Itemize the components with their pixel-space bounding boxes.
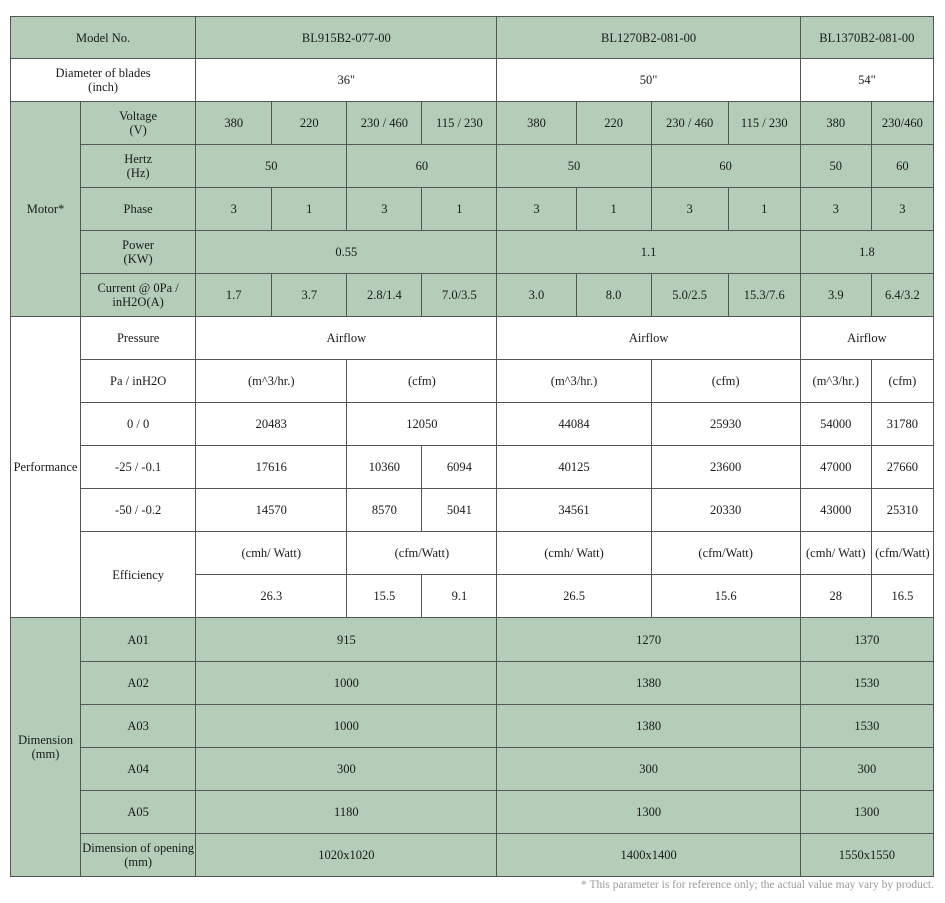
voltage-value: 220: [272, 102, 347, 145]
dimension-row-label: A02: [81, 662, 196, 705]
dimension-row: [11, 791, 934, 834]
voltage-value: 230 / 460: [651, 102, 728, 145]
dimension-value: 1530: [800, 662, 933, 705]
voltage-value: 230 / 460: [347, 102, 422, 145]
voltage-value: 380: [800, 102, 871, 145]
diameter-value: 54": [800, 59, 933, 102]
phase-value: 1: [576, 188, 651, 231]
hertz-value: 60: [871, 145, 933, 188]
dimension-row: [11, 618, 934, 662]
current-value: 15.3/7.6: [728, 274, 800, 317]
dimension-value: 300: [196, 748, 497, 791]
power-value: 1.8: [800, 231, 933, 274]
phase-row: [11, 188, 934, 231]
pressure-value: -50 / -0.2: [81, 489, 196, 532]
airflow-value: 43000: [800, 489, 871, 532]
current-value: 5.0/2.5: [651, 274, 728, 317]
airflow-header-row: [11, 317, 934, 360]
diameter-value: 50": [497, 59, 800, 102]
phase-value: 3: [871, 188, 933, 231]
model-3: BL1370B2-081-00: [800, 17, 933, 59]
dimension-value: 1180: [196, 791, 497, 834]
hertz-value: 50: [196, 145, 347, 188]
performance-label: Performance: [11, 317, 81, 618]
efficiency-unit: (cmh/ Watt): [497, 532, 651, 575]
current-value: 7.0/3.5: [422, 274, 497, 317]
efficiency-units-row: [11, 532, 934, 575]
voltage-value: 230/460: [871, 102, 933, 145]
dimension-value: 1380: [497, 662, 800, 705]
airflow-value: 54000: [800, 403, 871, 446]
diameter-row: [11, 59, 934, 102]
voltage-value: 220: [576, 102, 651, 145]
pressure-value: 0 / 0: [81, 403, 196, 446]
dimension-value: 1270: [497, 618, 800, 662]
efficiency-value: 28: [800, 575, 871, 618]
hertz-value: 60: [651, 145, 800, 188]
airflow-unit: (m^3/hr.): [196, 360, 347, 403]
current-value: 3.0: [497, 274, 576, 317]
airflow-value: 5041: [422, 489, 497, 532]
model-label: Model No.: [11, 17, 196, 59]
dimension-row-label: A05: [81, 791, 196, 834]
phase-value: 1: [728, 188, 800, 231]
dimension-value: 1530: [800, 705, 933, 748]
efficiency-value: 26.5: [497, 575, 651, 618]
dimension-row: [11, 662, 934, 705]
airflow-units-row: [11, 360, 934, 403]
current-value: 3.9: [800, 274, 871, 317]
spec-table: [10, 16, 934, 877]
airflow-value: 17616: [196, 446, 347, 489]
airflow-value: 47000: [800, 446, 871, 489]
airflow-value: 27660: [871, 446, 933, 489]
efficiency-unit: (cfm/Watt): [871, 532, 933, 575]
airflow-unit: (m^3/hr.): [800, 360, 871, 403]
dimension-value: 1000: [196, 662, 497, 705]
dimension-value: 300: [497, 748, 800, 791]
hertz-row: [11, 145, 934, 188]
phase-value: 3: [497, 188, 576, 231]
current-value: 8.0: [576, 274, 651, 317]
pressure-row: [11, 403, 934, 446]
footnote: * This parameter is for reference only; the actual value may vary by product.: [581, 879, 934, 891]
current-value: 1.7: [196, 274, 272, 317]
current-value: 3.7: [272, 274, 347, 317]
airflow-value: 10360: [347, 446, 422, 489]
pressure-unit-label: Pa / inH2O: [81, 360, 196, 403]
efficiency-value: 9.1: [422, 575, 497, 618]
airflow-unit: (cfm): [347, 360, 497, 403]
airflow-unit: (cfm): [871, 360, 933, 403]
diameter-label: Diameter of blades (inch): [11, 59, 196, 102]
airflow-value: 6094: [422, 446, 497, 489]
phase-value: 3: [196, 188, 272, 231]
voltage-value: 115 / 230: [728, 102, 800, 145]
power-value: 0.55: [196, 231, 497, 274]
hertz-value: 60: [347, 145, 497, 188]
diameter-value: 36": [196, 59, 497, 102]
airflow-value: 31780: [871, 403, 933, 446]
airflow-label: Airflow: [800, 317, 933, 360]
model-row: [11, 17, 934, 59]
airflow-value: 20483: [196, 403, 347, 446]
phase-value: 3: [800, 188, 871, 231]
pressure-value: -25 / -0.1: [81, 446, 196, 489]
power-value: 1.1: [497, 231, 800, 274]
efficiency-value: 15.6: [651, 575, 800, 618]
model-2: BL1270B2-081-00: [497, 17, 800, 59]
efficiency-unit: (cmh/ Watt): [800, 532, 871, 575]
efficiency-unit: (cmh/ Watt): [196, 532, 347, 575]
dimension-value: 1550x1550: [800, 834, 933, 877]
dimension-value: 300: [800, 748, 933, 791]
voltage-label: Voltage (V): [81, 102, 196, 145]
phase-value: 3: [651, 188, 728, 231]
voltage-row: [11, 102, 934, 145]
model-1: BL915B2-077-00: [196, 17, 497, 59]
current-value: 6.4/3.2: [871, 274, 933, 317]
dimension-value: 1400x1400: [497, 834, 800, 877]
dimension-row: [11, 748, 934, 791]
efficiency-value: 16.5: [871, 575, 933, 618]
efficiency-value: 15.5: [347, 575, 422, 618]
pressure-label: Pressure: [81, 317, 196, 360]
dimension-row: [11, 834, 934, 877]
airflow-value: 12050: [347, 403, 497, 446]
dimension-row-label: A04: [81, 748, 196, 791]
dimension-row-label: A01: [81, 618, 196, 662]
current-value: 2.8/1.4: [347, 274, 422, 317]
power-row: [11, 231, 934, 274]
efficiency-value: 26.3: [196, 575, 347, 618]
current-row: [11, 274, 934, 317]
hertz-value: 50: [497, 145, 651, 188]
hertz-value: 50: [800, 145, 871, 188]
motor-label: Motor*: [11, 102, 81, 317]
phase-label: Phase: [81, 188, 196, 231]
airflow-value: 8570: [347, 489, 422, 532]
efficiency-unit: (cfm/Watt): [347, 532, 497, 575]
efficiency-unit: (cfm/Watt): [651, 532, 800, 575]
voltage-value: 115 / 230: [422, 102, 497, 145]
airflow-value: 23600: [651, 446, 800, 489]
dimension-value: 1300: [497, 791, 800, 834]
airflow-value: 40125: [497, 446, 651, 489]
airflow-value: 34561: [497, 489, 651, 532]
airflow-value: 25930: [651, 403, 800, 446]
dimension-row-label: A03: [81, 705, 196, 748]
pressure-row: [11, 489, 934, 532]
dimension-row-label: Dimension of opening (mm): [81, 834, 196, 877]
dimension-value: 1000: [196, 705, 497, 748]
current-label: Current @ 0Pa / inH2O(A): [81, 274, 196, 317]
airflow-value: 14570: [196, 489, 347, 532]
dimension-row: [11, 705, 934, 748]
dimension-label: Dimension (mm): [11, 618, 81, 877]
airflow-label: Airflow: [196, 317, 497, 360]
dimension-value: 1370: [800, 618, 933, 662]
pressure-row: [11, 446, 934, 489]
dimension-value: 1020x1020: [196, 834, 497, 877]
power-label: Power (KW): [81, 231, 196, 274]
airflow-unit: (m^3/hr.): [497, 360, 651, 403]
voltage-value: 380: [497, 102, 576, 145]
airflow-value: 25310: [871, 489, 933, 532]
airflow-unit: (cfm): [651, 360, 800, 403]
phase-value: 1: [272, 188, 347, 231]
phase-value: 1: [422, 188, 497, 231]
dimension-value: 915: [196, 618, 497, 662]
phase-value: 3: [347, 188, 422, 231]
efficiency-label: Efficiency: [81, 532, 196, 618]
hertz-label: Hertz (Hz): [81, 145, 196, 188]
dimension-value: 1300: [800, 791, 933, 834]
airflow-label: Airflow: [497, 317, 800, 360]
airflow-value: 20330: [651, 489, 800, 532]
dimension-value: 1380: [497, 705, 800, 748]
airflow-value: 44084: [497, 403, 651, 446]
voltage-value: 380: [196, 102, 272, 145]
